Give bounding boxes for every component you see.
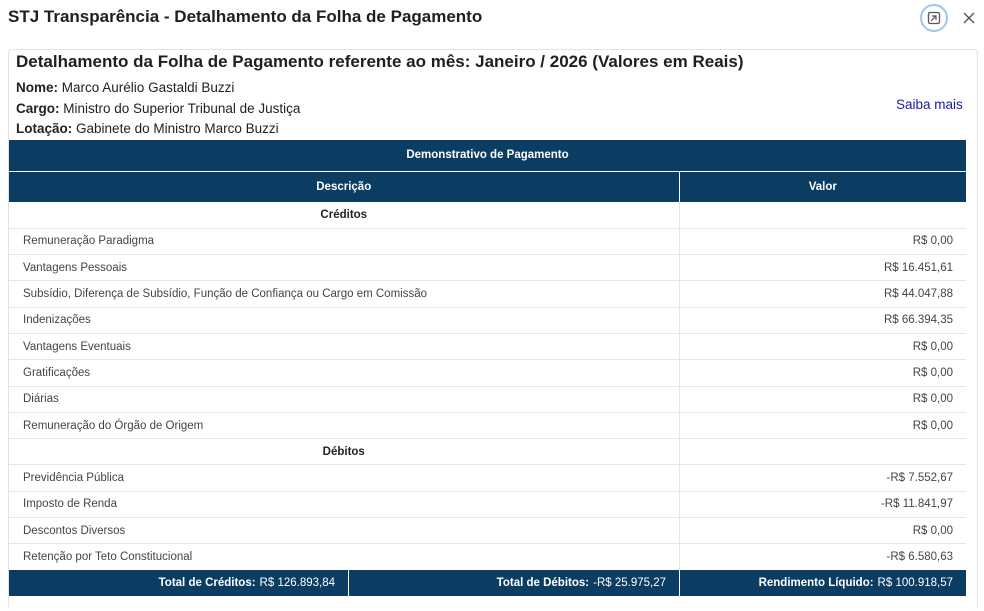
table-title-row: [9, 140, 966, 171]
row-value: R$ 0,00: [679, 386, 966, 412]
window-title: STJ Transparência - Detalhamento da Folha de Pagamento: [8, 7, 483, 26]
row-description: Descontos Diversos: [9, 518, 679, 544]
lotacao-value: Gabinete do Ministro Marco Buzzi: [76, 121, 279, 136]
table-row: [9, 228, 966, 254]
table-row: [9, 465, 966, 491]
row-value: R$ 0,00: [679, 518, 966, 544]
totals-bar: [9, 570, 966, 596]
table-row: [9, 255, 966, 281]
table-row: [9, 360, 966, 386]
table-row: [9, 544, 966, 570]
column-header-valor: Valor: [679, 171, 966, 202]
nome-line: [16, 80, 234, 95]
restore-window-button[interactable]: [920, 4, 948, 32]
row-value: R$ 44.047,88: [679, 281, 966, 307]
cargo-label: Cargo:: [16, 101, 60, 116]
nome-label: Nome:: [16, 80, 59, 95]
rendimento-liquido-value: R$ 100.918,57: [877, 577, 953, 589]
rendimento-liquido: [679, 570, 966, 596]
row-description: Remuneração do Órgão de Origem: [9, 412, 679, 438]
row-value: R$ 0,00: [679, 360, 966, 386]
row-value: -R$ 7.552,67: [679, 465, 966, 491]
row-description: Previdência Pública: [9, 465, 679, 491]
total-debitos: [348, 570, 679, 596]
page-heading: Detalhamento da Folha de Pagamento referente ao mês: Janeiro / 2026 (Valores em Reais): [16, 52, 744, 71]
total-creditos-value: R$ 126.893,84: [259, 577, 335, 589]
row-description: Vantagens Eventuais: [9, 333, 679, 359]
table-row: [9, 307, 966, 333]
row-description: Subsídio, Diferença de Subsídio, Função de Confiança ou Cargo em Comissão: [9, 281, 679, 307]
close-window-button[interactable]: [955, 4, 983, 32]
restore-icon: [927, 11, 941, 25]
table-row: [9, 386, 966, 412]
total-debitos-value: -R$ 25.975,27: [593, 577, 666, 589]
row-value: -R$ 11.841,97: [679, 491, 966, 517]
row-description: Indenizações: [9, 307, 679, 333]
row-description: Diárias: [9, 386, 679, 412]
saiba-mais-link[interactable]: Saiba mais: [896, 97, 963, 112]
table-header-row: [9, 171, 966, 202]
rendimento-liquido-label: Rendimento Líquido:: [758, 577, 874, 589]
lotacao-line: [16, 121, 279, 136]
section-label-debitos: Débitos: [9, 439, 679, 465]
lotacao-label: Lotação:: [16, 121, 73, 136]
nome-value: Marco Aurélio Gastaldi Buzzi: [61, 80, 235, 95]
cargo-line: [16, 101, 300, 116]
row-description: Retenção por Teto Constitucional: [9, 544, 679, 570]
section-row-creditos: [9, 202, 966, 228]
window-titlebar: [0, 0, 984, 36]
section-label-creditos: Créditos: [9, 202, 679, 228]
row-value: R$ 66.394,35: [679, 307, 966, 333]
table-title: Demonstrativo de Pagamento: [9, 140, 966, 171]
row-description: Imposto de Renda: [9, 491, 679, 517]
row-description: Remuneração Paradigma: [9, 228, 679, 254]
payment-table: [9, 140, 966, 571]
total-creditos: [9, 570, 348, 596]
close-icon: [963, 12, 975, 24]
section-row-debitos: [9, 439, 966, 465]
row-description: Gratificações: [9, 360, 679, 386]
table-row: [9, 281, 966, 307]
total-debitos-label: Total de Débitos:: [496, 577, 590, 589]
row-value: R$ 0,00: [679, 228, 966, 254]
table-row: [9, 333, 966, 359]
row-value: R$ 16.451,61: [679, 255, 966, 281]
table-row: [9, 412, 966, 438]
row-value: R$ 0,00: [679, 412, 966, 438]
column-header-descricao: Descrição: [9, 171, 679, 202]
table-row: [9, 491, 966, 517]
row-value: R$ 0,00: [679, 333, 966, 359]
total-creditos-label: Total de Créditos:: [158, 577, 256, 589]
row-value: -R$ 6.580,63: [679, 544, 966, 570]
row-description: Vantagens Pessoais: [9, 255, 679, 281]
table-row: [9, 518, 966, 544]
cargo-value: Ministro do Superior Tribunal de Justiça: [63, 101, 301, 116]
